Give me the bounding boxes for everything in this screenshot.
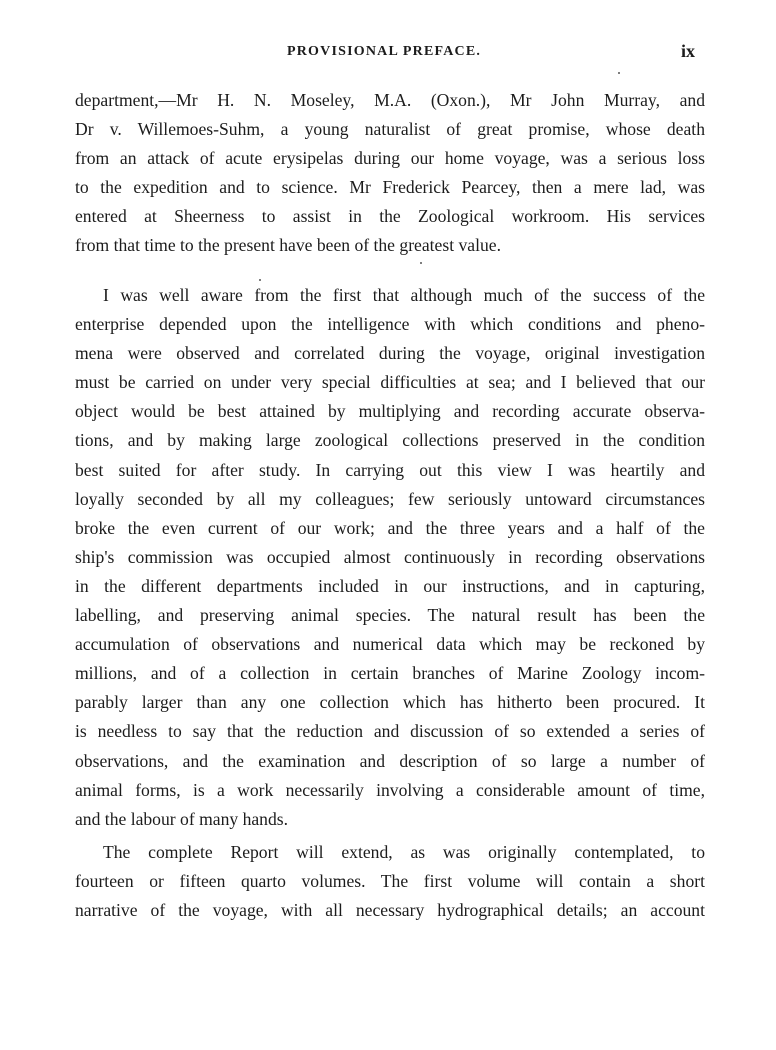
- header-title: PROVISIONAL PREFACE.: [287, 44, 482, 59]
- text-line: The complete Report will extend, as was originally contemplated, to: [103, 842, 705, 862]
- scan-speck: [259, 279, 261, 281]
- text-line: department,—Mr H. N. Moseley, M.A. (Oxon.), Mr John Murray, and: [75, 90, 705, 110]
- text-line: I was well aware from the first that although much of the success of the: [103, 285, 705, 305]
- text-line: narrative of the voyage, with all necessary hydrographical details; an account: [75, 900, 705, 921]
- text-line: mena were observed and correlated during the voyage, original investigation: [75, 343, 705, 364]
- text-line: Dr v. Willemoes-Suhm, a young naturalist of great promise, whose death: [75, 119, 705, 140]
- text-line: is needless to say that the reduction and discussion of so extended a series of: [75, 721, 705, 742]
- paragraph-3: [75, 838, 705, 925]
- text-line: observations, and the examination and description of so large a number of: [75, 750, 705, 771]
- text-line: fourteen or fifteen quarto volumes. The first volume will contain a short: [75, 871, 705, 892]
- page-number: ix: [681, 41, 696, 61]
- text-line: animal forms, is a work necessarily involving a considerable amount of time,: [75, 779, 705, 800]
- scan-speck: [420, 262, 422, 264]
- text-line: ship's commission was occupied almost continuously in recording observations: [75, 546, 705, 567]
- text-line: tions, and by making large zoological collections preserved in the condition: [75, 430, 705, 451]
- text-line: broke the even current of our work; and the three years and a half of the: [75, 517, 705, 538]
- text-line: loyally seconded by all my colleagues; few seriously untoward circumstances: [75, 488, 705, 509]
- text-line: from an attack of acute erysipelas during our home voyage, was a serious loss: [75, 148, 705, 169]
- text-line: object would be best attained by multiplying and recording accurate observa-: [75, 401, 705, 422]
- text-line: entered at Sheerness to assist in the Zoological workroom. His services: [75, 206, 705, 227]
- text-line: best suited for after study. In carrying out this view I was heartily and: [75, 459, 705, 480]
- text-line: must be carried on under very special difficulties at sea; and I believed that our: [75, 372, 705, 393]
- text-line: and the labour of many hands.: [75, 808, 289, 829]
- text-line: parably larger than any one collection which has hitherto been procured. It: [75, 692, 705, 713]
- text-line: to the expedition and to science. Mr Frederick Pearcey, then a mere lad, was: [75, 177, 705, 198]
- text-line: from that time to the present have been of the greatest value.: [75, 235, 501, 256]
- paragraph-1: [75, 86, 705, 261]
- text-line: millions, and of a collection in certain branches of Marine Zoology incom-: [75, 663, 705, 684]
- text-line: labelling, and preserving animal species. The natural result has been the: [75, 605, 705, 626]
- text-line: in the different departments included in our instructions, and in capturing,: [75, 575, 705, 596]
- running-header: [0, 41, 776, 68]
- text-line: accumulation of observations and numerical data which may be reckoned by: [75, 634, 705, 655]
- text-line: enterprise depended upon the intelligence with which conditions and pheno-: [75, 314, 705, 335]
- scan-speck: [618, 72, 620, 74]
- paragraph-2: [75, 281, 705, 834]
